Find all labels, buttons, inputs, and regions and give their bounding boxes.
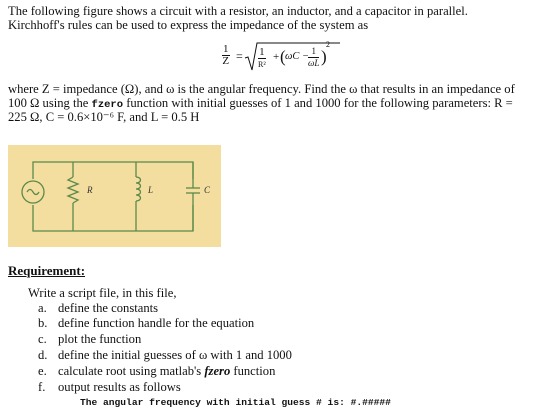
requirement-heading: Requirement: [8, 263, 86, 278]
list-item [38, 348, 292, 363]
list-item [38, 301, 158, 316]
list-item-text: define the constants [58, 301, 159, 315]
where-line-3: 225 Ω, C = 0.6×10⁻⁶ F, and L = 0.5 H [8, 110, 200, 124]
right-paren: ) [321, 47, 327, 66]
list-item [38, 316, 254, 331]
l-denominator: ωL [308, 58, 320, 68]
where-line-2b: function with initial guesses of 1 and 1000 for the following parameters: R = [123, 96, 513, 110]
list-item-text-end: function [230, 364, 276, 378]
resistor-label: R [87, 185, 93, 195]
list-item-label: b. [38, 316, 48, 330]
inductor-icon [136, 177, 141, 201]
r-fraction [258, 47, 266, 70]
list-item [38, 380, 181, 395]
lhs-fraction [222, 44, 230, 67]
output-format-line: The angular frequency with initial guess # is: #.##### [80, 397, 391, 408]
list-item-label: e. [38, 364, 47, 378]
list-item-text: calculate root using matlab's [58, 364, 205, 378]
list-item-text: define the initial guesses of ω with 1 and 1000 [58, 348, 292, 362]
l-fraction [308, 46, 319, 69]
capacitor-label: C [204, 185, 211, 195]
left-paren: ( [280, 47, 286, 66]
list-item-text: plot the function [58, 332, 142, 346]
list-item [38, 332, 141, 347]
impedance-equation [222, 40, 332, 74]
top-wire [33, 162, 193, 179]
list-item-label: a. [38, 301, 47, 315]
resistor-icon [68, 177, 78, 203]
circuit-diagram [8, 145, 221, 247]
exponent: 2 [326, 40, 330, 49]
list-item-text: output results as follows [58, 380, 181, 394]
intro-line-1: The following figure shows a circuit with a resistor, an inductor, and a capacitor in parallel. [8, 4, 468, 18]
list-item [38, 364, 275, 379]
bottom-wire [33, 205, 193, 231]
list-item-label: f. [38, 380, 46, 394]
where-line-1: where Z = impedance (Ω), and ω is the angular frequency. Find the ω that results in an impedance of [8, 82, 515, 96]
circuit-schematic [8, 145, 221, 247]
fzero-italic: fzero [204, 364, 231, 378]
where-line-2a: 100 Ω using the [8, 96, 92, 110]
requirement-intro: Write a script file, in this file, [28, 286, 177, 300]
intro-line-2: Kirchhoff's rules can be used to express the impedance of the system as [8, 18, 369, 32]
omega-c-term: ωC − [285, 51, 310, 62]
fzero-code: fzero [91, 99, 124, 111]
inductor-label: L [148, 185, 154, 195]
l-numerator: 1 [308, 46, 319, 58]
plus-sign: + [273, 51, 280, 63]
list-item-text: define function handle for the equation [58, 316, 255, 330]
list-item-label: c. [38, 332, 47, 346]
equals-sign: = [236, 49, 243, 63]
lhs-denominator: Z [222, 55, 230, 67]
list-item-label: d. [38, 348, 48, 362]
r-numerator: 1 [259, 46, 265, 58]
r-denominator: R² [258, 60, 266, 69]
sine-wave-icon [27, 190, 39, 195]
lhs-numerator: 1 [223, 43, 229, 55]
